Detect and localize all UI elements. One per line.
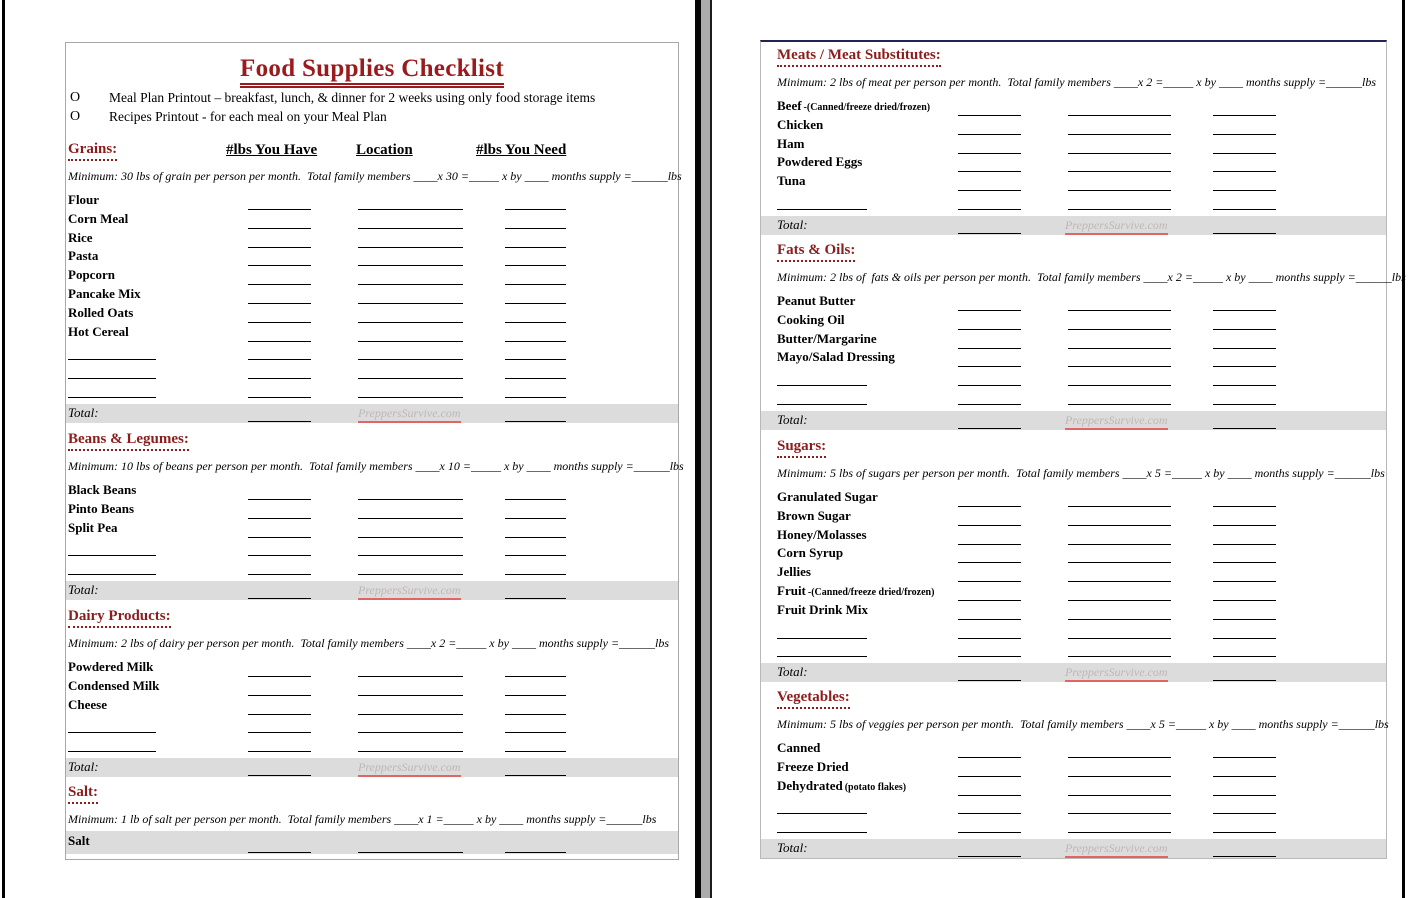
- item-label: [68, 211, 128, 226]
- item-row: [761, 583, 1386, 602]
- column-header-0: #lbs You Have: [226, 142, 318, 158]
- item-label: [777, 583, 934, 600]
- item-row: [761, 293, 1386, 312]
- total-label: Total:: [777, 664, 808, 680]
- blank-location: [1068, 404, 1171, 405]
- item-row: [761, 508, 1386, 527]
- blank-location: [358, 751, 463, 752]
- item-label: [777, 778, 906, 795]
- screen-edge-line-right: [1402, 0, 1405, 898]
- site-watermark-link[interactable]: PreppersSurvive.com: [1065, 218, 1168, 235]
- item-row: [761, 349, 1386, 368]
- checklist-item-text: Recipes Printout - for each meal on your Meal Plan: [109, 108, 387, 124]
- total-label: Total:: [68, 404, 99, 420]
- item-row: [761, 312, 1386, 331]
- section-heading: Grains:: [68, 141, 117, 161]
- blank-item-name: [777, 404, 867, 405]
- blank-total-have: [248, 421, 311, 422]
- item-label: [777, 527, 867, 542]
- item-label: [68, 324, 129, 339]
- item-label-text: Powdered Eggs: [777, 154, 863, 170]
- blank-total-need: [505, 598, 566, 599]
- blank-item-name: [777, 832, 867, 833]
- item-label: [68, 482, 136, 497]
- blank-total-have: [958, 233, 1021, 234]
- item-label-text: Peanut Butter: [777, 293, 856, 308]
- blank-lbs-you-have: [248, 751, 311, 752]
- item-label: [68, 230, 93, 245]
- item-label-text: Corn Meal: [68, 210, 129, 226]
- total-label: Total:: [777, 216, 808, 232]
- blank-item-row: [761, 815, 1386, 834]
- item-label-text: Tuna: [777, 173, 806, 189]
- item-label-text: Freeze Dried: [777, 758, 849, 774]
- blank-item-name: [777, 209, 867, 210]
- item-label-text: Flour: [68, 192, 100, 207]
- page-title-text: Food Supplies Checklist: [240, 55, 504, 88]
- item-label-text: Split Pea: [68, 519, 118, 535]
- blank-location: [358, 397, 463, 398]
- total-label: Total:: [777, 840, 808, 855]
- blank-item-row: [761, 796, 1386, 815]
- blank-lbs-you-need: [1213, 656, 1276, 657]
- item-row: [761, 331, 1386, 350]
- blank-lbs-you-need: [1213, 404, 1276, 405]
- item-label-text: Pasta: [68, 248, 99, 264]
- item-label: [68, 286, 141, 301]
- blank-item-row: [66, 342, 678, 361]
- item-label: [777, 331, 877, 346]
- item-row: [66, 211, 678, 230]
- total-label: Total:: [777, 411, 808, 427]
- item-label: [777, 154, 862, 169]
- item-label: [68, 697, 107, 712]
- column-header-2: #lbs You Need: [476, 142, 567, 158]
- item-label: [777, 136, 804, 151]
- minimum-note: Minimum: 2 lbs of dairy per person per month. Total family members ____x 2 =_____ x by ____ months supply =______lbs: [68, 636, 670, 650]
- blank-lbs-you-need: [505, 852, 566, 853]
- item-row: [66, 286, 678, 305]
- item-label-text: Corn Syrup: [777, 545, 844, 561]
- blank-item-row: [761, 368, 1386, 387]
- item-label: [68, 267, 115, 282]
- item-label-text: Dehydrated: [777, 777, 843, 793]
- item-label-text: Fruit: [777, 583, 806, 598]
- item-label-text: Black Beans: [68, 482, 137, 497]
- blank-item-row: [761, 621, 1386, 640]
- minimum-note: Minimum: 30 lbs of grain per person per month. Total family members ____x 30 =_____ x by ____ months supply =______lbs: [68, 169, 682, 183]
- item-label-text: Condensed Milk: [68, 677, 160, 693]
- blank-item-row: [66, 734, 678, 753]
- blank-location: [358, 574, 463, 575]
- blank-item-row: [66, 361, 678, 380]
- item-label-text: Canned: [777, 740, 821, 755]
- blank-total-need: [505, 421, 566, 422]
- item-label-text: Pancake Mix: [68, 286, 141, 301]
- item-label-text: Cheese: [68, 696, 107, 712]
- blank-location: [358, 852, 463, 853]
- item-row: [761, 740, 1386, 759]
- item-label-text: Popcorn: [68, 267, 115, 283]
- item-row: [761, 489, 1386, 508]
- blank-lbs-you-need: [505, 397, 566, 398]
- total-row: [66, 404, 678, 423]
- minimum-note: Minimum: 1 lb of salt per person per month. Total family members ____x 1 =_____ x by ____ months supply =______lbs: [68, 812, 657, 826]
- blank-location: [1068, 656, 1171, 657]
- blank-item-row: [66, 380, 678, 399]
- item-row: [66, 230, 678, 249]
- blank-lbs-you-have: [248, 397, 311, 398]
- total-row: [761, 663, 1386, 682]
- item-label-text: Granulated Sugar: [777, 489, 878, 504]
- item-label: [777, 312, 845, 327]
- total-row: [761, 839, 1386, 858]
- item-label-text: Chicken: [777, 116, 824, 132]
- item-label: [68, 305, 133, 320]
- blank-item-row: [761, 192, 1386, 211]
- item-row: [761, 545, 1386, 564]
- item-row: [66, 248, 678, 267]
- item-row: [761, 98, 1386, 117]
- section-heading: Meats / Meat Substitutes:: [777, 47, 941, 67]
- total-row: [66, 581, 678, 600]
- item-row: [66, 305, 678, 324]
- item-row: [66, 501, 678, 520]
- section-heading: Dairy Products:: [68, 608, 171, 628]
- blank-item-name: [68, 751, 156, 752]
- item-label-text: Fruit Drink Mix: [777, 601, 868, 617]
- item-row: [761, 778, 1386, 797]
- blank-total-have: [958, 428, 1021, 429]
- blank-total-need: [1213, 233, 1276, 234]
- item-label-text: Cooking Oil: [777, 311, 845, 327]
- section-heading: Fats & Oils:: [777, 242, 855, 262]
- site-watermark-link[interactable]: PreppersSurvive.com: [1065, 841, 1168, 858]
- document-page-left: [5, 0, 695, 898]
- item-row: [66, 659, 678, 678]
- item-row: [66, 267, 678, 286]
- checklist-row: [68, 90, 674, 109]
- blank-item-name: [68, 574, 156, 575]
- blank-total-need: [505, 775, 566, 776]
- item-label: [777, 349, 895, 364]
- item-label: [777, 489, 878, 504]
- blank-lbs-you-have: [248, 574, 311, 575]
- item-label: [777, 740, 820, 755]
- blank-lbs-you-have: [958, 832, 1021, 833]
- blank-lbs-you-need: [1213, 209, 1276, 210]
- item-label: [68, 248, 98, 263]
- blank-lbs-you-have: [958, 209, 1021, 210]
- checklist-row: [68, 109, 674, 128]
- blank-lbs-you-need: [1213, 832, 1276, 833]
- item-label: [777, 117, 823, 132]
- blank-lbs-you-have: [248, 852, 311, 853]
- section-heading: Salt:: [68, 784, 98, 804]
- site-watermark-link[interactable]: PreppersSurvive.com: [358, 760, 461, 777]
- content-frame-left: [65, 42, 684, 860]
- blank-lbs-you-need: [505, 751, 566, 752]
- item-label: [777, 173, 805, 188]
- blank-total-have: [958, 680, 1021, 681]
- blank-lbs-you-have: [958, 656, 1021, 657]
- item-label: [777, 508, 851, 523]
- document-page-right: [712, 0, 1406, 898]
- site-watermark-link[interactable]: PreppersSurvive.com: [358, 583, 461, 600]
- blank-total-need: [1213, 680, 1276, 681]
- item-label: [777, 545, 843, 560]
- item-label-text: Ham: [777, 135, 805, 151]
- item-label-text: Beef: [777, 98, 802, 113]
- content-frame-right: [760, 40, 1406, 859]
- column-header-1: Location: [356, 142, 413, 158]
- checkbox-circle-icon: O: [70, 90, 81, 105]
- blank-lbs-you-need: [505, 574, 566, 575]
- minimum-note: Minimum: 10 lbs of beans per person per month. Total family members ____x 10 =_____ x by ____ months supply =______lbs: [68, 459, 684, 473]
- section-heading: Beans & Legumes:: [68, 431, 189, 451]
- blank-total-have: [248, 598, 311, 599]
- item-label: [777, 98, 930, 115]
- item-label-text: Honey/Molasses: [777, 526, 867, 542]
- item-label: [68, 659, 153, 674]
- total-row: [761, 216, 1386, 235]
- item-label-text: Brown Sugar: [777, 507, 851, 523]
- item-row: [66, 324, 678, 343]
- blank-item-name: [68, 397, 156, 398]
- item-label: [777, 293, 855, 308]
- item-row: [761, 602, 1386, 621]
- blank-total-have: [248, 775, 311, 776]
- item-row: [66, 697, 678, 716]
- blank-location: [1068, 209, 1171, 210]
- divider-gray-bar: [701, 0, 710, 898]
- blank-item-name: [777, 656, 867, 657]
- item-row: [761, 564, 1386, 583]
- blank-item-row: [66, 557, 678, 576]
- section-heading: Vegetables:: [777, 689, 850, 709]
- blank-total-need: [1213, 428, 1276, 429]
- item-label-text: Butter/Margarine: [777, 330, 877, 346]
- site-watermark-link[interactable]: PreppersSurvive.com: [1065, 413, 1168, 430]
- item-row: [761, 136, 1386, 155]
- item-note: -(Canned/freeze dried/frozen): [803, 102, 931, 113]
- page-divider: [695, 0, 712, 898]
- checklist-intro: [68, 90, 674, 127]
- checkbox-circle-icon: O: [70, 108, 81, 124]
- item-label-text: Hot Cereal: [68, 323, 129, 339]
- minimum-note: Minimum: 5 lbs of sugars per person per month. Total family members ____x 5 =_____ x by ____ months supply =______lbs: [777, 466, 1385, 480]
- minimum-note: Minimum: 2 lbs of fats & oils per person per month. Total family members ____x 2 =_____ x by ____ months supply =______lbs: [777, 270, 1406, 284]
- site-watermark-link[interactable]: PreppersSurvive.com: [1065, 665, 1168, 682]
- blank-item-row: [761, 387, 1386, 406]
- item-label-text: Mayo/Salad Dressing: [777, 349, 895, 365]
- blank-item-row: [66, 715, 678, 734]
- item-label-text: Rolled Oats: [68, 304, 134, 320]
- minimum-note: Minimum: 2 lbs of meat per person per month. Total family members ____x 2 =_____ x by ____ months supply =______lbs: [777, 75, 1377, 89]
- total-label: Total:: [68, 582, 99, 597]
- item-row: [761, 154, 1386, 173]
- item-label-text: Pinto Beans: [68, 500, 135, 516]
- item-label-text: Powdered Milk: [68, 659, 154, 674]
- item-label-text: Rice: [68, 229, 93, 245]
- item-label: [68, 520, 117, 535]
- item-note: (potato flakes): [844, 781, 907, 793]
- item-label: [777, 602, 868, 617]
- blank-location: [1068, 832, 1171, 833]
- item-row: [66, 678, 678, 697]
- item-row: [761, 759, 1386, 778]
- item-row: [66, 192, 678, 211]
- total-row: [761, 411, 1386, 430]
- item-note: -(Canned/freeze dried/frozen): [807, 587, 935, 598]
- total-label: Total:: [68, 759, 99, 774]
- item-label: [777, 564, 811, 579]
- item-row: [761, 527, 1386, 546]
- item-row: [66, 482, 678, 501]
- item-row: [761, 117, 1386, 136]
- site-watermark-link[interactable]: PreppersSurvive.com: [358, 406, 461, 423]
- item-row: [761, 173, 1386, 192]
- minimum-note: Minimum: 5 lbs of veggies per person per month. Total family members ____x 5 =_____ x by ____ months supply =______lbs: [777, 717, 1389, 731]
- item-row: [66, 520, 678, 539]
- item-label: [68, 192, 99, 207]
- item-label: [68, 501, 134, 516]
- item-label: Salt: [68, 833, 90, 848]
- page-title: [66, 55, 678, 83]
- total-row: [66, 758, 678, 777]
- item-label: [777, 759, 849, 774]
- blank-total-need: [1213, 856, 1276, 857]
- blank-total-have: [958, 856, 1021, 857]
- blank-lbs-you-have: [958, 404, 1021, 405]
- blank-item-row: [761, 639, 1386, 658]
- section-heading: Sugars:: [777, 438, 826, 458]
- checklist-item-text: Meal Plan Printout – breakfast, lunch, & dinner for 2 weeks using only food storage items: [109, 90, 596, 105]
- blank-item-row: [66, 538, 678, 557]
- item-label: [68, 678, 159, 693]
- item-label-text: Jellies: [777, 564, 811, 580]
- salt-item-row: [66, 831, 678, 854]
